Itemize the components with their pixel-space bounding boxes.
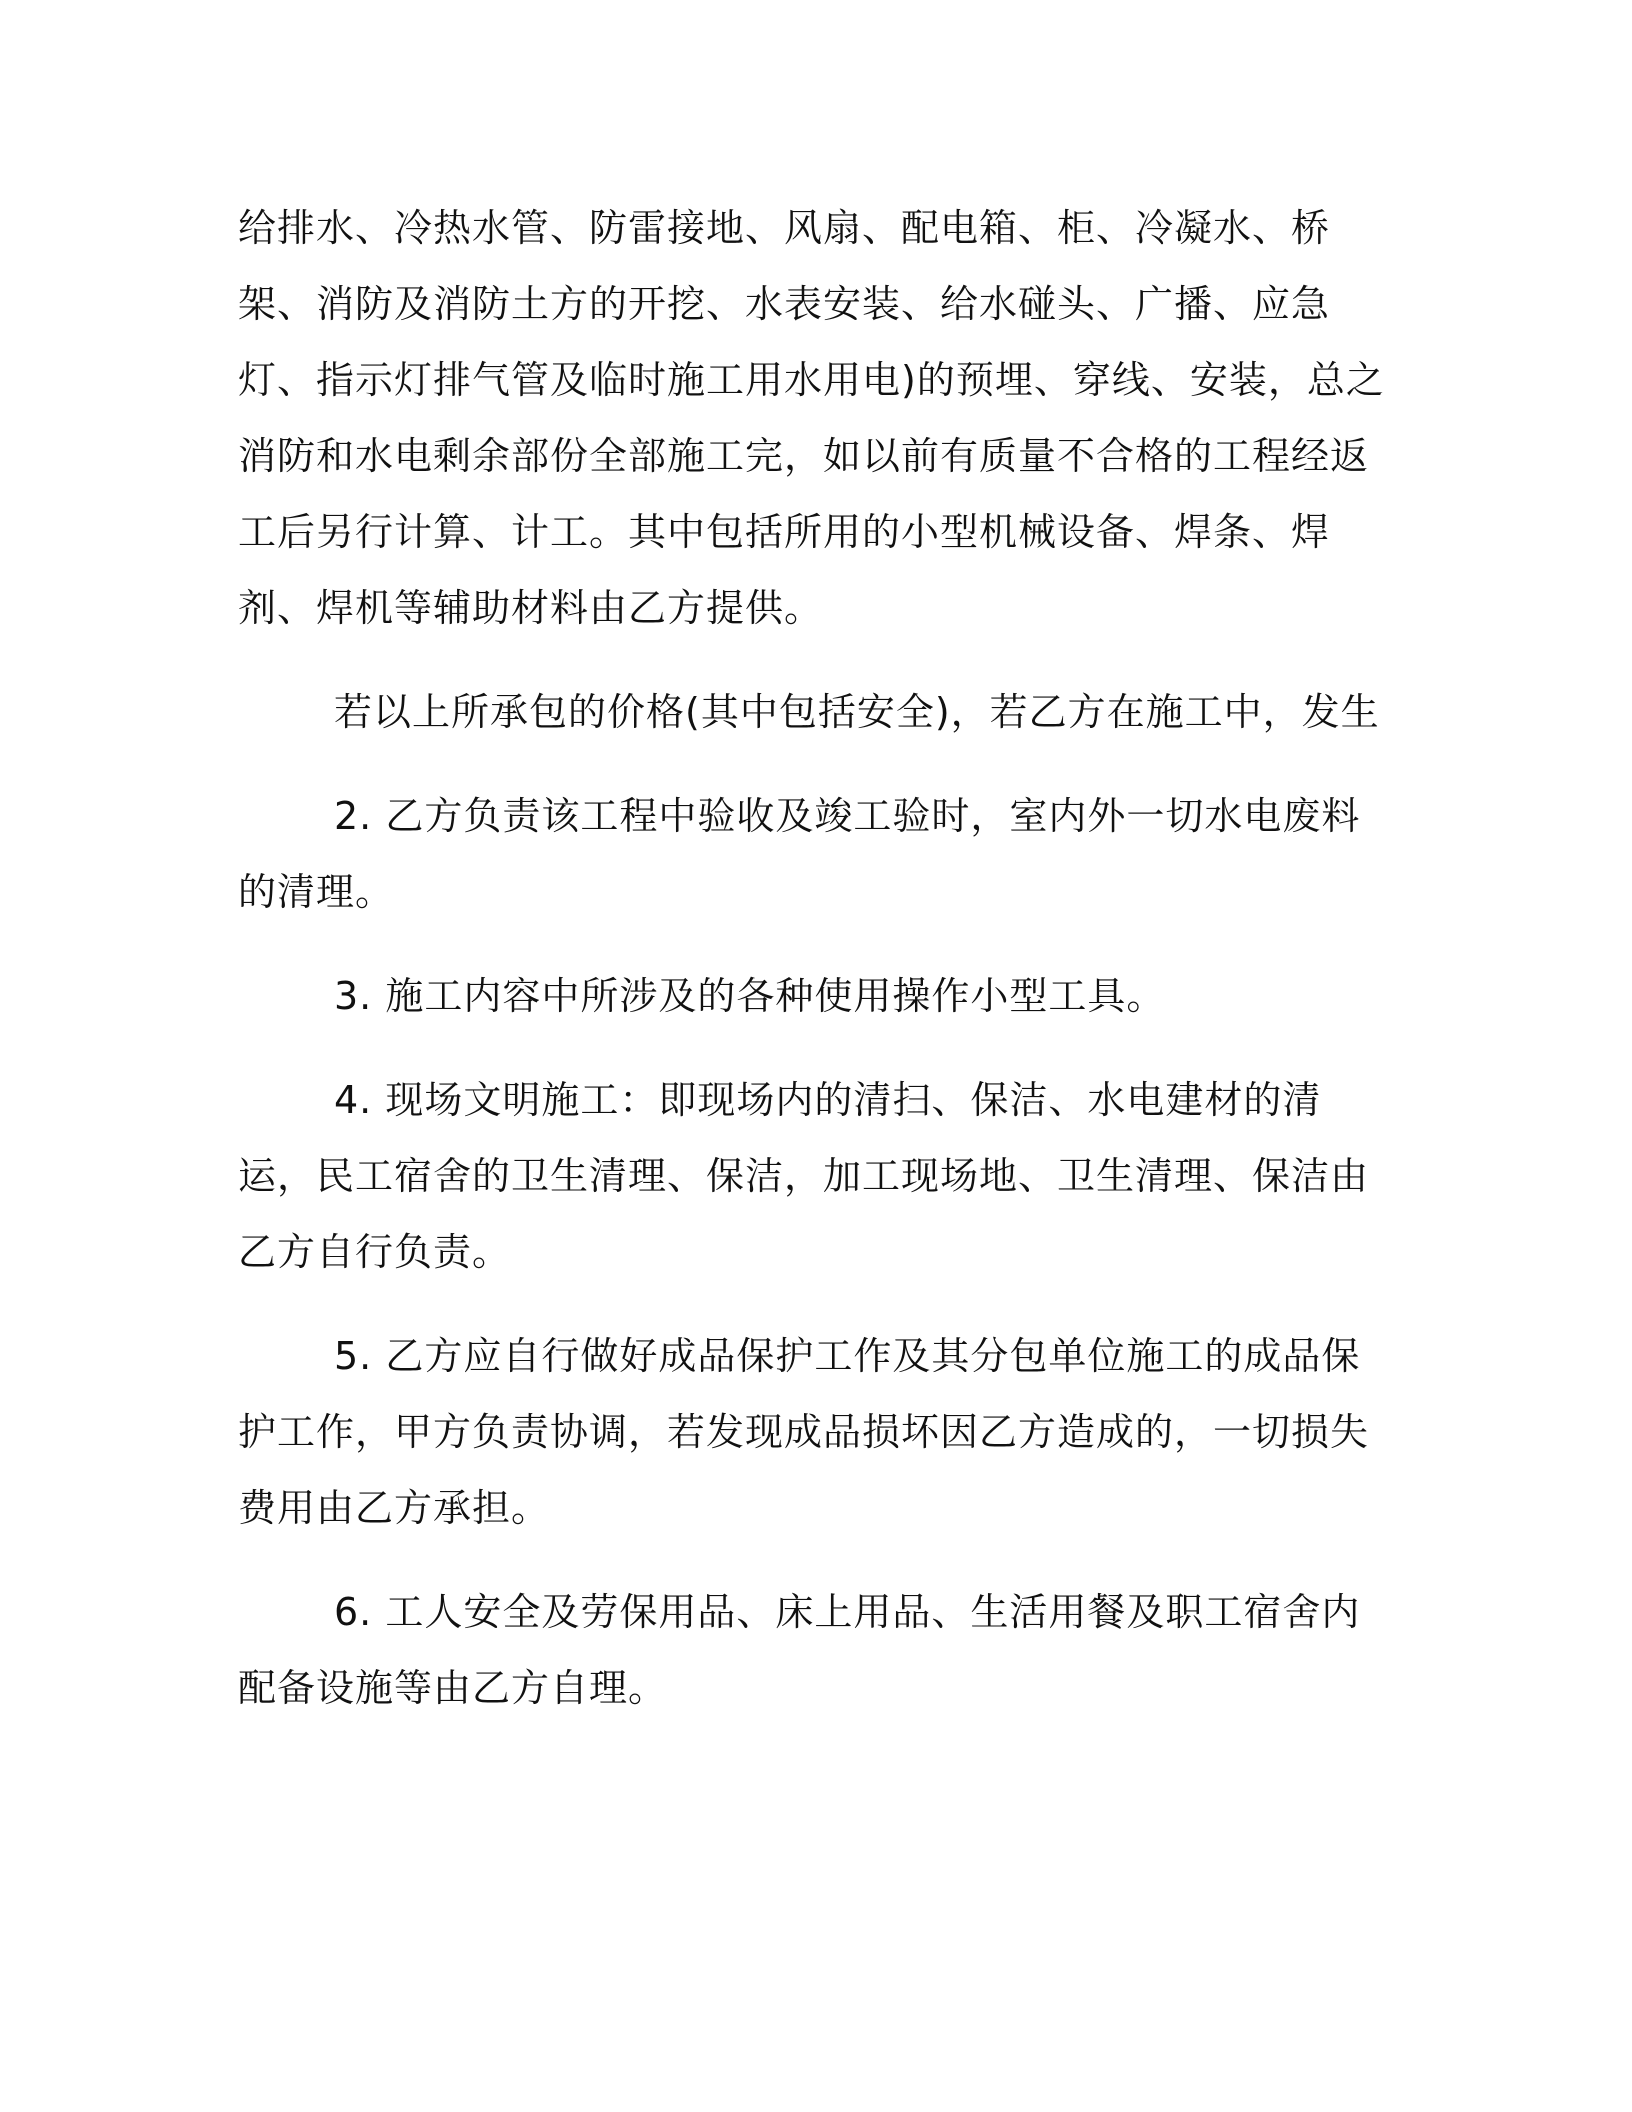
paragraph-scope-continuation: 给排水、冷热水管、防雷接地、风扇、配电箱、柜、冷凝水、桥架、消防及消防土方的开挖、水表安装、给水碰头、广播、应急灯、指示灯排气管及临时施工用水用电)的预埋、穿线、安装，总之消防和水电剩余部份全部施工完，如以前有质量不合格的工程经返工后另行计算、计工。其中包括所用的小型机械设备、焊条、焊剂、焊机等辅助材料由乙方提供。 (238, 206, 1385, 630)
paragraph-item-2: 2. 乙方负责该工程中验收及竣工验时，室内外一切水电废料的清理。 (238, 794, 1361, 914)
paragraph-item-3: 3. 施工内容中所涉及的各种使用操作小型工具。 (334, 974, 1166, 1018)
paragraph-pricing-clause: 若以上所承包的价格(其中包括安全)，若乙方在施工中，发生 (334, 690, 1380, 734)
document-page (238, 190, 1388, 1726)
paragraph-item-4: 4. 现场文明施工：即现场内的清扫、保洁、水电建材的清运，民工宿舍的卫生清理、保洁，加工现场地、卫生清理、保洁由乙方自行负责。 (238, 1078, 1370, 1274)
paragraph-item-6: 6. 工人安全及劳保用品、床上用品、生活用餐及职工宿舍内配备设施等由乙方自理。 (238, 1590, 1361, 1710)
paragraph-item-5: 5. 乙方应自行做好成品保护工作及其分包单位施工的成品保护工作，甲方负责协调，若发现成品损坏因乙方造成的，一切损失费用由乙方承担。 (238, 1334, 1370, 1530)
